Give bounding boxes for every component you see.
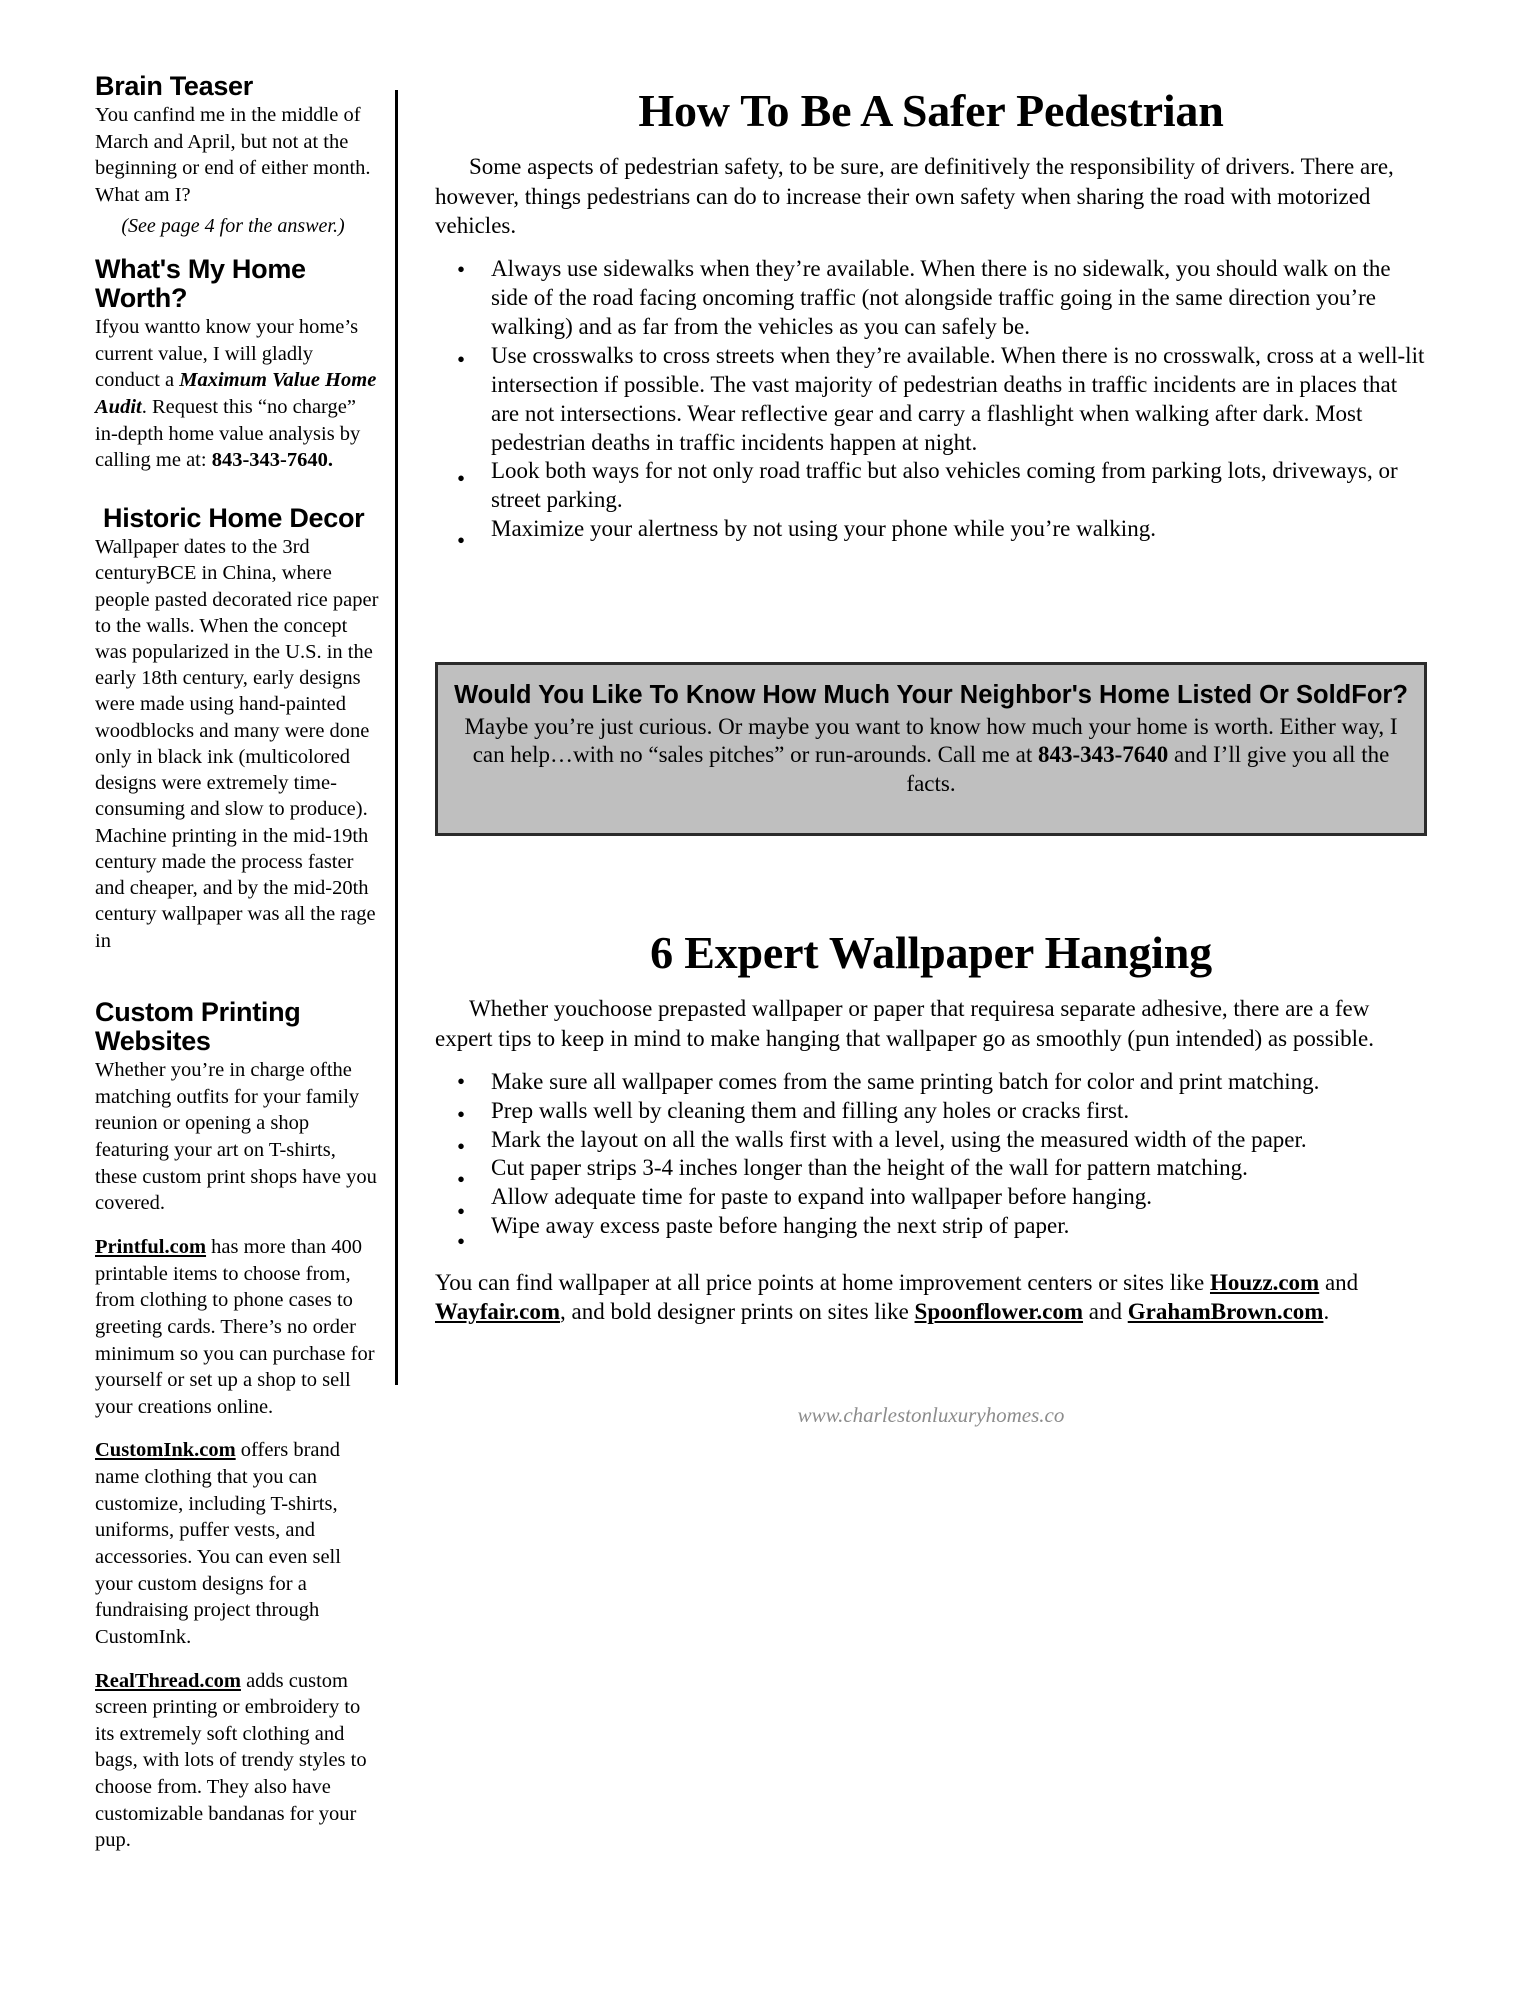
bullet-icon: •: [457, 347, 466, 373]
bullet-icon: •: [457, 528, 466, 554]
page-title: How To Be A Safer Pedestrian: [638, 85, 1224, 136]
home-worth-section: [95, 255, 379, 474]
sidebar-column: [95, 72, 395, 1854]
spacer: [95, 1217, 379, 1234]
spacer: [95, 1420, 379, 1437]
list-item: [445, 515, 1427, 554]
realthread-link[interactable]: RealThread.com: [95, 1669, 241, 1692]
bullet-icon: •: [457, 1134, 466, 1160]
printful-link[interactable]: Printful.com: [95, 1235, 207, 1258]
wallpaper-lede: Whether youchoose prepasted wallpaper or paper that requiresa separate adhesive, there are a few expert tips to keep in mind to make hanging that wallpaper go as smoothly (pun intended) as possible.: [435, 996, 1374, 1051]
historic-decor-body: Wallpaper dates to the 3rd centuryBCE in China, where people pasted decorated rice paper to the walls. When the concept was popularized in the U.S. in the early 18th century, early designs were made using hand-painted woodblocks and many were done only in black ink (multicolored designs were extremely time-consuming and slow to produce). Machine printing in the mid-19th century made the process faster and cheaper, and by the mid-20th century wallpaper was all the rage in: [95, 536, 379, 952]
two-column-layout: [95, 71, 1427, 1852]
closing-text-2: and: [1319, 1270, 1359, 1296]
list-item: [95, 1234, 379, 1420]
list-item: [445, 342, 1427, 457]
wallpaper-bullet-list: [435, 1068, 1427, 1255]
wallpaper-article-title: 6 Expert Wallpaper Hanging: [650, 927, 1212, 979]
brain-teaser-answer-note: (See page 4 for the answer.): [121, 214, 345, 237]
brain-teaser-body: You canfind me in the middle of March and April, but not at the beginning or end of either month. What am I?: [95, 104, 371, 207]
closing-text-4: and: [1083, 1299, 1128, 1324]
list-item-text: Wipe away excess paste before hanging the next strip of paper.: [491, 1213, 1070, 1239]
bullet-icon: •: [457, 1101, 466, 1127]
bullet-icon: •: [457, 1229, 466, 1255]
customink-description: offers brand name clothing that you can customize, including T-shirts, uniforms, puffer vests, and accessories. You can even sell your custom designs for a fundraising project through CustomInk.: [95, 1439, 341, 1648]
bullet-icon: •: [457, 256, 466, 282]
list-item: [445, 1183, 1427, 1224]
brain-teaser-section: [95, 72, 379, 238]
list-item: [445, 1068, 1427, 1097]
home-value-callout-box: [435, 662, 1427, 836]
custom-printing-heading: Custom Printing Websites: [95, 996, 301, 1056]
list-item-text: Use crosswalks to cross streets when they’re available. When there is no crosswalk, cross at a well-lit intersection if possible. The vast majority of pedestrian deaths in traffic incidents are in places that are not intersections. Wear reflective gear and carry a flashlight when walking after dark. Most pedestrian deaths in traffic incidents happen at night.: [491, 342, 1425, 455]
pedestrian-bullet-list: [435, 255, 1427, 554]
list-item-text: Allow adequate time for paste to expand into wallpaper before hanging.: [491, 1184, 1153, 1210]
pedestrian-lede: Some aspects of pedestrian safety, to be sure, are definitively the responsibility of drivers. There are, however, things pedestrians can do to increase their own safety when sharing the road with motorized vehicles.: [435, 153, 1394, 239]
list-item: [95, 1437, 379, 1650]
home-worth-text-2: . Request this “no charge” in-depth home value analysis by calling me at:: [95, 395, 361, 472]
home-audit-emphasis: Maximum Value Home Audit: [95, 369, 377, 418]
closing-text-5: .: [1323, 1299, 1330, 1324]
spacer: [95, 954, 379, 998]
historic-decor-section: [95, 504, 379, 954]
callout-heading: Would You Like To Know How Much Your Neighbor's Home Listed Or SoldFor?: [454, 680, 1408, 709]
realthread-description: adds custom screen printing or embroidery to its extremely soft clothing and bags, with lots of trendy styles to choose from. They also have customizable bandanas for your pup.: [95, 1669, 367, 1852]
wallpaper-closing-paragraph: [435, 1269, 1427, 1327]
callout-body: [450, 713, 1412, 800]
printful-description: has more than 400 printable items to choose from, from clothing to phone cases to greeting cards. There’s no order minimum so you can purchase for yourself or set up a shop to sell your creations online.: [95, 1235, 375, 1418]
list-item-text: Look both ways for not only road traffic but also vehicles coming from parking lots, driveways, or street parking.: [491, 458, 1398, 513]
callout-text-2: and I’ll give you all the facts.: [906, 742, 1390, 797]
list-item: [95, 1668, 379, 1854]
list-item-text: Always use sidewalks when they’re available. When there is no sidewalk, you should walk on the side of the road facing oncoming traffic (not alongside traffic going in the same direction you’re walking) and as far from the vehicles as you can safely be.: [491, 256, 1391, 340]
list-item: [445, 457, 1427, 515]
main-column: [398, 72, 1427, 1449]
home-worth-phone[interactable]: 843-343-7640.: [211, 449, 333, 472]
historic-decor-heading: Historic Home Decor: [103, 502, 365, 533]
spacer: [95, 1651, 379, 1668]
list-item: [445, 1097, 1427, 1126]
closing-text-1: You can find wallpaper at all price points at home improvement centers or sites like: [435, 1270, 1210, 1296]
list-item-text: Cut paper strips 3-4 inches longer than the height of the wall for pattern matching.: [491, 1155, 1248, 1181]
callout-phone[interactable]: 843-343-7640: [1037, 742, 1169, 768]
footer-website-url[interactable]: www.charlestonluxuryhomes.co: [797, 1402, 1065, 1427]
home-worth-heading: What's My Home Worth?: [95, 253, 306, 313]
custom-printing-section: [95, 998, 379, 1854]
brain-teaser-heading: Brain Teaser: [95, 71, 253, 101]
custom-printing-intro: Whether you’re in charge ofthe matching outfits for your family reunion or opening a shop featuring your art on T-shirts, these custom print shops have you covered.: [95, 1059, 377, 1215]
home-worth-text-1: Ifyou wantto know your home’s current value, I will gladly conduct a: [95, 316, 359, 392]
list-item-text: Prep walls well by cleaning them and filling any holes or cracks first.: [491, 1097, 1130, 1123]
spacer: [95, 474, 379, 504]
bullet-icon: •: [457, 1069, 466, 1095]
grahambrown-link[interactable]: GrahamBrown.com: [1127, 1299, 1324, 1324]
closing-text-3: , and bold designer prints on sites like: [560, 1299, 915, 1324]
spoonflower-link[interactable]: Spoonflower.com: [914, 1299, 1084, 1324]
list-item: [445, 1212, 1427, 1255]
customink-link[interactable]: CustomInk.com: [95, 1439, 236, 1462]
bullet-icon: •: [457, 466, 466, 492]
wayfair-link[interactable]: Wayfair.com: [435, 1299, 560, 1324]
spacer: [95, 238, 379, 255]
bullet-icon: •: [457, 1167, 466, 1193]
list-item-text: Mark the layout on all the walls first with a level, using the measured width of the paper.: [491, 1126, 1307, 1152]
list-item-text: Make sure all wallpaper comes from the same printing batch for color and print matching.: [491, 1068, 1320, 1094]
home-worth-body: [95, 314, 379, 474]
list-item: [445, 1126, 1427, 1160]
list-item: [445, 255, 1427, 342]
callout-text-1: Maybe you’re just curious. Or maybe you want to know how much your home is worth. Either way, I can help…with no “sales pitches” or run-arounds. Call me at: [464, 713, 1398, 768]
list-item: [445, 1154, 1427, 1193]
houzz-link[interactable]: Houzz.com: [1209, 1270, 1320, 1296]
bullet-icon: •: [457, 1198, 466, 1224]
list-item-text: Maximize your alertness by not using your phone while you’re walking.: [491, 516, 1156, 542]
